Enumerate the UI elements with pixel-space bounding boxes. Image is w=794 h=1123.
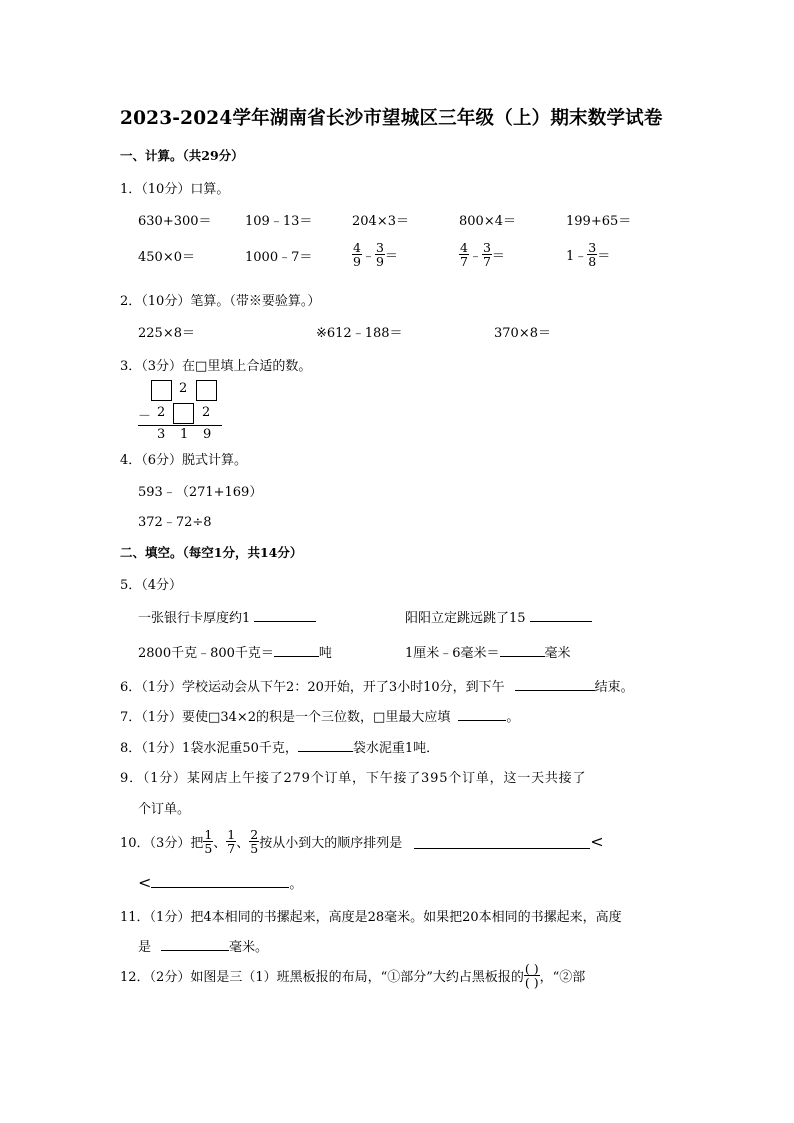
whole-number: 1﹣ bbox=[566, 249, 588, 264]
answer-blank[interactable] bbox=[530, 607, 592, 622]
q4-expression: 372﹣72÷8 bbox=[138, 515, 212, 530]
q7-text: 7．（1分）要使□34×2的积是一个三位数，□里最大应填 bbox=[120, 710, 451, 725]
answer-blank[interactable] bbox=[161, 936, 229, 951]
answer-blank[interactable] bbox=[254, 607, 316, 622]
denominator: 8 bbox=[588, 254, 597, 269]
section-2-heading: 二、填空。（每空1分，共14分） bbox=[120, 545, 303, 560]
q9-line1: 9．（1分）某网店上午接了279个订单，下午接了395个订单，这一天共接了 bbox=[120, 771, 587, 786]
answer-blank[interactable] bbox=[500, 642, 545, 657]
answer-blank[interactable] bbox=[298, 737, 353, 752]
q7-end: 。 bbox=[506, 710, 520, 725]
q8 bbox=[120, 737, 439, 756]
page-title: 2023-2024学年湖南省长沙市望城区三年级（上）期末数学试卷 bbox=[120, 108, 663, 129]
numerator: 4 bbox=[353, 240, 361, 255]
answer-blank[interactable] bbox=[458, 706, 506, 721]
q1-item: 204×3＝ bbox=[352, 214, 409, 229]
q11-text: 是 bbox=[138, 940, 152, 955]
q8-text: 8．（1分）1袋水泥重50千克， bbox=[120, 741, 298, 756]
denominator: 7 bbox=[460, 254, 468, 269]
q2-item: 370×8＝ bbox=[494, 326, 551, 341]
numerator: 2 bbox=[250, 827, 259, 842]
q2-label: 2．（10分）笔算。（带※要验算。） bbox=[120, 294, 321, 309]
operator: ﹣ bbox=[361, 249, 375, 264]
q1-fraction-expression bbox=[566, 241, 610, 268]
less-than: < bbox=[138, 873, 152, 892]
q10-line2 bbox=[138, 873, 302, 892]
denominator: 9 bbox=[353, 254, 361, 269]
q12-text: ，“②部 bbox=[539, 970, 586, 985]
denominator: 5 bbox=[204, 841, 213, 856]
unit: 毫米 bbox=[544, 646, 571, 661]
answer-blank[interactable] bbox=[414, 834, 590, 849]
q1-label: 1．（10分）口算。 bbox=[120, 182, 230, 197]
q1-item: 450×0＝ bbox=[138, 250, 195, 265]
q10-end: 。 bbox=[289, 877, 303, 892]
q5-label: 5．（4分） bbox=[120, 578, 183, 593]
digit: 2 bbox=[179, 381, 188, 396]
unit: 吨 bbox=[318, 646, 332, 661]
q6-end: 结束。 bbox=[594, 680, 634, 695]
q6-text: 6．（1分）学校运动会从下午2：20开始，开了3小时10分，到下午 bbox=[120, 680, 505, 695]
q1-item: 109﹣13＝ bbox=[245, 214, 313, 229]
numerator: 1 bbox=[204, 827, 213, 842]
denominator: 5 bbox=[250, 841, 259, 856]
q12 bbox=[120, 962, 585, 989]
q4-expression: 593﹣（271+169） bbox=[138, 485, 263, 500]
numerator: 3 bbox=[375, 240, 384, 255]
answer-fraction[interactable] bbox=[524, 962, 540, 989]
q9-line2: 个订单。 bbox=[138, 802, 191, 817]
q5-text: 阳阳立定跳远跳了15 bbox=[405, 611, 526, 626]
q1-item: 630+300＝ bbox=[138, 214, 212, 229]
q10 bbox=[120, 828, 604, 855]
q2-item: ※612﹣188＝ bbox=[316, 326, 403, 341]
q5-item bbox=[405, 642, 571, 661]
result-digit: 3 bbox=[157, 427, 166, 442]
answer-box[interactable] bbox=[151, 380, 172, 401]
equals: ＝ bbox=[491, 249, 505, 264]
numerator: 3 bbox=[588, 240, 597, 255]
less-than: < bbox=[590, 832, 604, 851]
subtraction-line bbox=[138, 425, 222, 426]
numerator: 1 bbox=[227, 827, 236, 842]
separator: 、 bbox=[236, 836, 250, 851]
q1-item: 1000﹣7＝ bbox=[245, 250, 313, 265]
answer-box[interactable] bbox=[196, 380, 217, 401]
q11-line2 bbox=[138, 936, 268, 955]
separator: 、 bbox=[213, 836, 227, 851]
q5-item bbox=[138, 642, 332, 661]
minus-sign: － bbox=[138, 409, 152, 424]
q5-item bbox=[138, 607, 316, 626]
answer-blank[interactable] bbox=[274, 642, 319, 657]
q6 bbox=[120, 676, 634, 695]
q10-text: 10．（3分）把 bbox=[120, 836, 204, 851]
digit: 2 bbox=[157, 405, 166, 420]
equals: ＝ bbox=[384, 249, 398, 264]
numerator: 3 bbox=[482, 240, 491, 255]
q4-label: 4．（6分）脱式计算。 bbox=[120, 453, 248, 468]
numerator-blank[interactable]: ( ) bbox=[524, 961, 539, 976]
q11-end: 毫米。 bbox=[229, 940, 269, 955]
answer-blank[interactable] bbox=[515, 676, 595, 691]
q1-item: 800×4＝ bbox=[459, 214, 516, 229]
q5-text: 2800千克﹣800千克＝ bbox=[138, 646, 274, 661]
q3-label: 3．（3分）在□里填上合适的数。 bbox=[120, 359, 312, 374]
result-digit: 9 bbox=[203, 427, 212, 442]
denominator-blank[interactable]: ( ) bbox=[524, 975, 539, 990]
result-digit: 1 bbox=[180, 427, 189, 442]
q7 bbox=[120, 706, 519, 725]
q1-fraction-expression bbox=[352, 241, 398, 268]
section-1-heading: 一、计算。（共29分） bbox=[120, 148, 244, 163]
q5-text: 一张银行卡厚度约1 bbox=[138, 611, 251, 626]
q11-line1: 11．（1分）把4本相同的书摞起来，高度是28毫米。如果把20本相同的书摞起来，高度 bbox=[120, 910, 622, 925]
numerator: 4 bbox=[460, 240, 468, 255]
equals: ＝ bbox=[597, 249, 611, 264]
q5-text: 1厘米﹣6毫米＝ bbox=[405, 646, 500, 661]
operator: ﹣ bbox=[468, 249, 482, 264]
answer-box[interactable] bbox=[173, 403, 194, 424]
q10-text: 按从小到大的顺序排列是 bbox=[259, 836, 403, 851]
q12-text: 12．（2分）如图是三（1）班黑板报的布局，“①部分”大约占黑板报的 bbox=[120, 970, 524, 985]
denominator: 7 bbox=[482, 254, 491, 269]
digit: 2 bbox=[202, 405, 211, 420]
q1-item: 199+65＝ bbox=[566, 214, 632, 229]
denominator: 7 bbox=[227, 841, 236, 856]
q2-item: 225×8＝ bbox=[138, 326, 195, 341]
denominator: 9 bbox=[375, 254, 384, 269]
answer-blank[interactable] bbox=[151, 873, 289, 888]
q1-fraction-expression bbox=[459, 241, 505, 268]
q8-end: 袋水泥重1吨． bbox=[352, 741, 440, 756]
q5-item bbox=[405, 607, 592, 626]
